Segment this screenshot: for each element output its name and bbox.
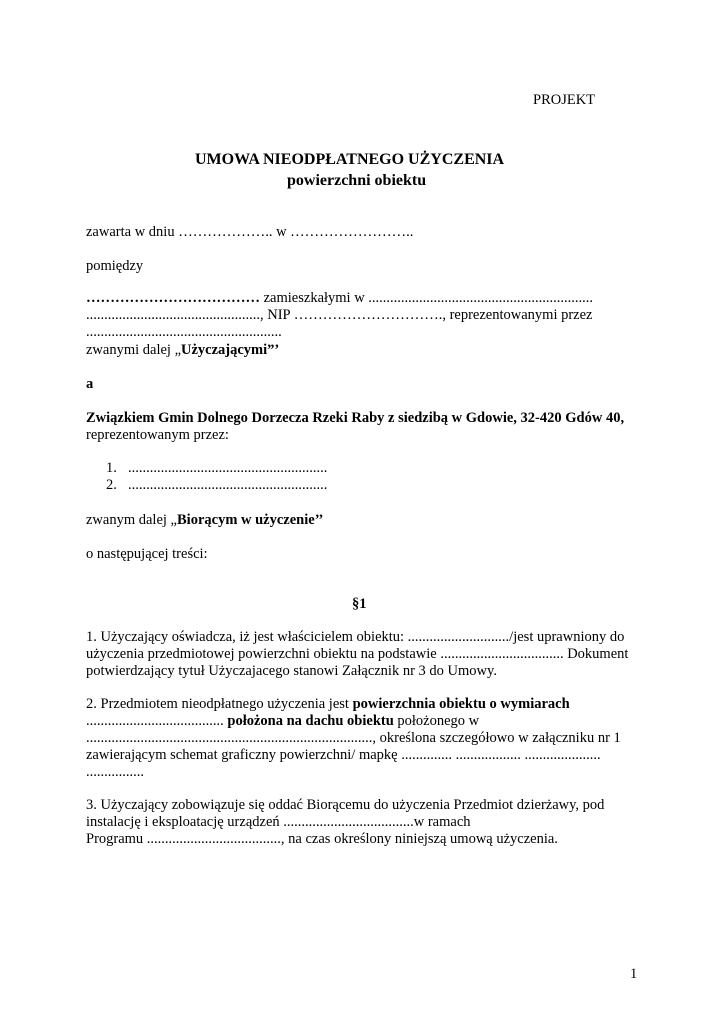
project-label: PROJEKT — [533, 92, 596, 108]
party1-name-dots: ……………………………… — [86, 290, 260, 306]
p3-line3: Programu ....................................., na czas określony niniejszą umową użyczenia. — [86, 831, 558, 847]
p2-line3: ..............................................................................., określona szczegółowo w załączniku nr 1 — [86, 730, 621, 746]
document-subtitle: powierzchni obiektu — [287, 172, 427, 189]
party2-called-prefix: zwanym dalej „ — [86, 512, 177, 528]
p1-line1: 1. Użyczający oświadcza, iż jest właścicielem obiektu: ............................/jest uprawniony do — [86, 629, 625, 645]
conjunction: a — [86, 376, 94, 392]
party2-name: Związkiem Gmin Dolnego Dorzecza Rzeki Raby z siedzibą w Gdowie, 32-420 Gdów 40, — [86, 410, 625, 426]
p1-line3: potwierdzający tytuł Użyczajacego stanowi Załącznik nr 3 do Umowy. — [86, 663, 497, 679]
party2-called — [86, 512, 323, 529]
rep-item-2 — [106, 477, 327, 494]
party1-line2: ................................................, NIP …………………………., reprezentowanymi przez — [86, 307, 593, 323]
concluded-line: zawarta w dniu ……………….. w …………………….. — [86, 224, 414, 240]
p1-line2: użyczenia przedmiotowej powierzchni obiektu na podstawie .................................. Dokument — [86, 646, 629, 662]
p2-line5: ................ — [86, 764, 144, 780]
party2-called-name: Biorącym w użyczenie’’ — [177, 512, 324, 528]
p3-line2: instalację i eksploatację urządzeń ....................................w ramach — [86, 814, 471, 830]
p2-bold-text: powierzchnia obiektu o wymiarach — [352, 696, 570, 712]
p2-text: ...................................... — [86, 713, 228, 729]
p2-text: położonego w — [393, 713, 480, 729]
section-heading: §1 — [352, 596, 367, 612]
content-intro: o następującej treści: — [86, 546, 208, 562]
party1-called-suffix: ’ — [274, 342, 280, 358]
rep-number: 1. — [106, 460, 117, 476]
p2-line4: zawierającym schemat graficzny powierzchni/ mapkę .............. .................. ..................... — [86, 747, 601, 763]
party1-residence: zamieszkałymi w .............................................................. — [260, 290, 594, 306]
p2-bold-text: położona na dachu obiektu — [227, 713, 394, 729]
rep-text: ....................................................... — [128, 460, 328, 476]
party1-line1 — [86, 290, 593, 307]
party1-called — [86, 342, 279, 359]
rep-text: ....................................................... — [128, 477, 328, 493]
party1-called-prefix: zwanymi dalej „ — [86, 342, 182, 358]
p3-line1: 3. Użyczający zobowiązuje się oddać Biorącemu do użyczenia Przedmiot dzierżawy, pod — [86, 797, 605, 813]
rep-number: 2. — [106, 477, 117, 493]
p2-text: 2. Przedmiotem nieodpłatnego użyczenia jest — [86, 696, 353, 712]
document-title: UMOWA NIEODPŁATNEGO UŻYCZENIA — [195, 151, 505, 168]
party2-represented: reprezentowanym przez: — [86, 427, 229, 443]
party1-line3: ...................................................... — [86, 324, 282, 340]
rep-item-1 — [106, 460, 327, 477]
p2-line2 — [86, 713, 479, 730]
p2-line1 — [86, 696, 570, 713]
party1-called-name: Użyczającymi” — [181, 342, 275, 358]
between-label: pomiędzy — [86, 258, 144, 274]
page-number: 1 — [630, 966, 638, 982]
